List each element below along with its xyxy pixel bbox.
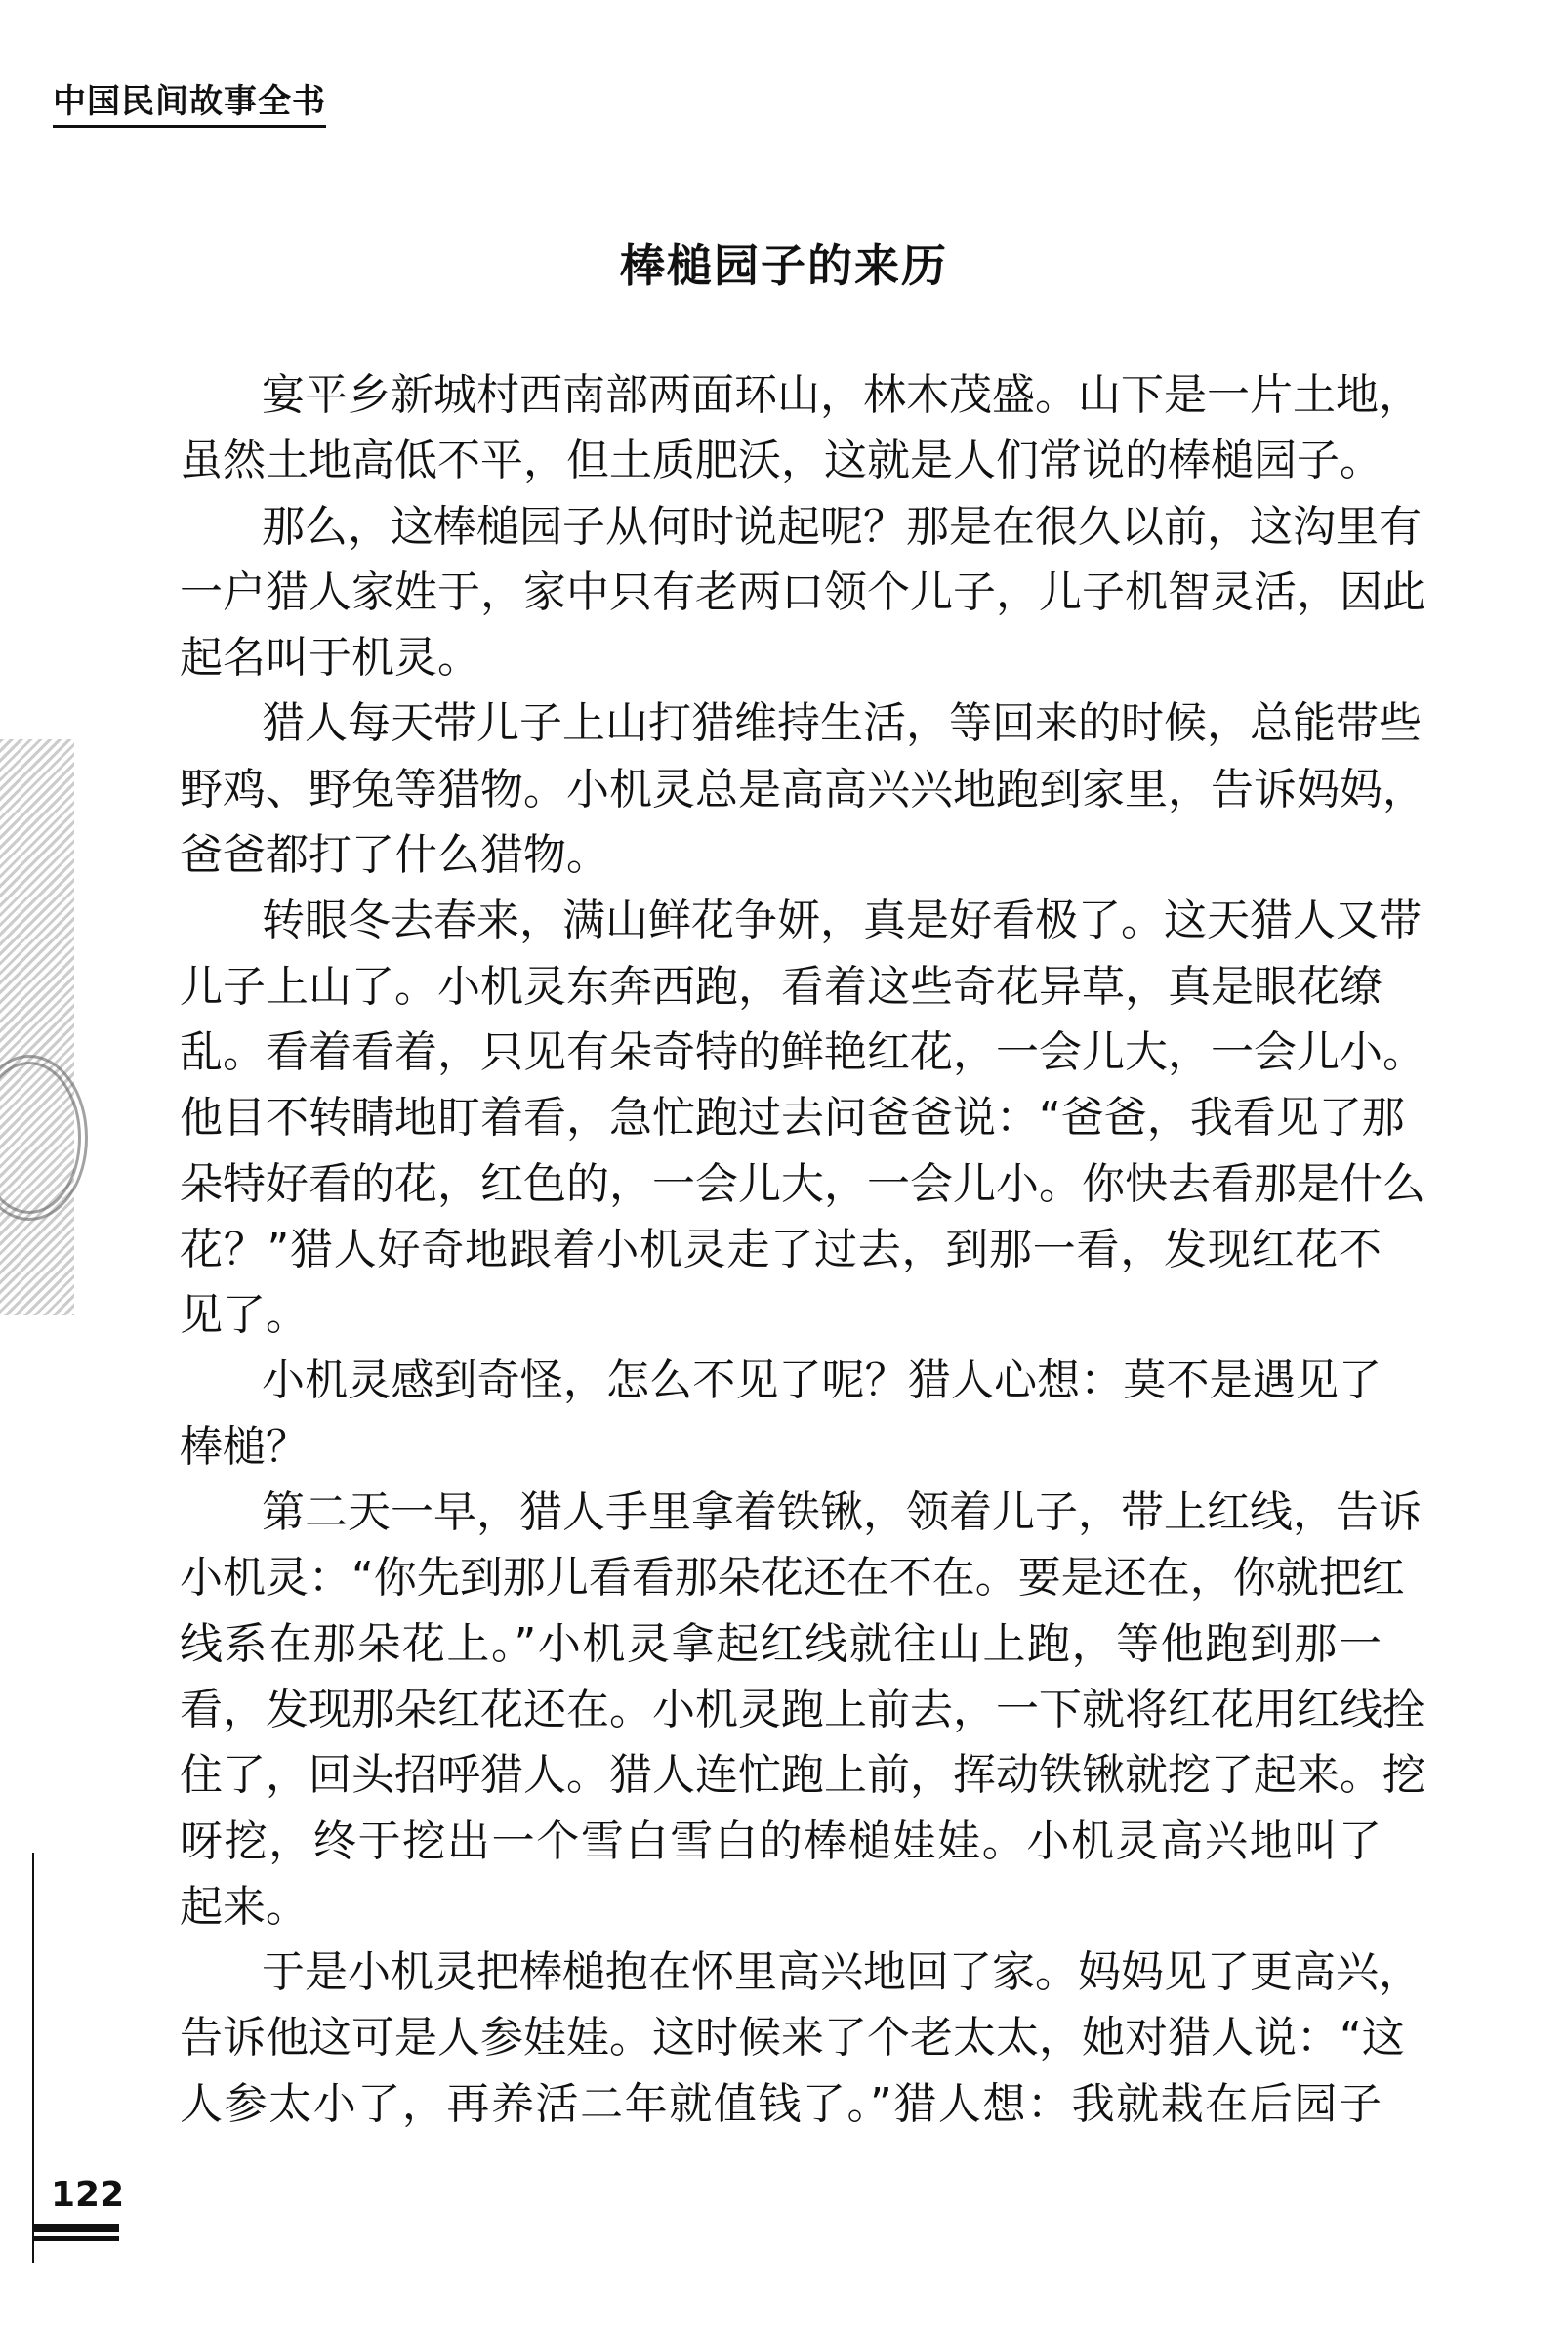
paragraph [180,494,1425,691]
text-line: 人参太小了，再养活二年就值钱了。”猎人想：我就栽在后园子 [180,2078,1382,2129]
story-title: 棒槌园子的来历 [620,239,948,292]
text-line: 他目不转睛地盯着看，急忙跑过去问爸爸说：“爸爸，我看见了那 [180,1093,1405,1144]
text-line: 乱。看着看着，只见有朵奇特的鲜艳红花，一会儿大，一会儿小。 [180,1026,1425,1077]
text-line: 那么，这棒槌园子从何时说起呢？那是在很久以前，这沟里有 [262,501,1422,552]
text-line: 朵特好看的花，红色的，一会儿大，一会儿小。你快去看那是什么 [180,1158,1425,1209]
text-line: 儿子上山了。小机灵东奔西跑，看着这些奇花异草，真是眼花缭 [180,961,1382,1012]
story-body [180,362,1425,2137]
text-line: 小机灵感到奇怪，怎么不见了呢？猎人心想：莫不是遇见了 [262,1356,1382,1406]
text-line: 起名叫于机灵。 [180,633,480,684]
paragraph [180,690,1425,888]
text-line: 转眼冬去春来，满山鲜花争妍，真是好看极了。这天猎人又带 [262,896,1422,946]
text-line: 猎人每天带儿子上山打猎维持生活，等回来的时候，总能带些 [262,698,1422,749]
paragraph [180,888,1425,1348]
text-line: 呀挖，终于挖出一个雪白雪白的棒槌娃娃。小机灵高兴地叫了 [180,1815,1382,1866]
running-head: 中国民间故事全书 [53,82,326,128]
text-line: 告诉他这可是人参娃娃。这时候来了个老太太，她对猎人说：“这 [180,2013,1405,2064]
text-line: 起来。 [180,1881,309,1932]
text-line: 小机灵：“你先到那儿看看那朵花还在不在。要是还在，你就把红 [180,1553,1405,1604]
paragraph [180,1940,1422,2137]
text-line: 线系在那朵花上。”小机灵拿起红线就往山上跑，等他跑到那一 [180,1618,1382,1669]
page-number: 122 [51,2175,125,2215]
paragraph [180,362,1422,494]
decorative-ring-pattern [0,1055,88,1221]
text-line: 花？”猎人好奇地跟着小机灵走了过去，到那一看，发现红花不 [180,1224,1382,1274]
text-line: 第二天一早，猎人手里拿着铁锹，领着儿子，带上红线，告诉 [262,1487,1422,1538]
page-margin-rule [32,1853,34,2263]
text-line: 一户猎人家姓于，家中只有老两口领个儿子，儿子机智灵活，因此 [180,566,1425,617]
page-number-bar [33,2224,119,2232]
text-line: 虽然土地高低不平，但土质肥沃，这就是人们常说的棒槌园子。 [180,436,1382,486]
page-number-bar-thin [33,2236,119,2241]
paragraph [180,1348,1382,1480]
text-line: 宴平乡新城村西南部两面环山，林木茂盛。山下是一片土地， [262,370,1422,420]
text-line: 见了。 [180,1290,309,1341]
paragraph [180,1480,1425,1940]
text-line: 看，发现那朵红花还在。小机灵跑上前去，一下就将红花用红线拴 [180,1684,1425,1734]
text-line: 棒槌？ [180,1421,309,1472]
decorative-side-pattern [0,739,74,1315]
text-line: 于是小机灵把棒槌抱在怀里高兴地回了家。妈妈见了更高兴， [262,1947,1422,1998]
text-line: 野鸡、野兔等猎物。小机灵总是高高兴兴地跑到家里，告诉妈妈， [180,764,1425,814]
text-line: 爸爸都打了什么猎物。 [180,830,609,881]
text-line: 住了，回头招呼猎人。猎人连忙跑上前，挥动铁锹就挖了起来。挖 [180,1750,1425,1801]
